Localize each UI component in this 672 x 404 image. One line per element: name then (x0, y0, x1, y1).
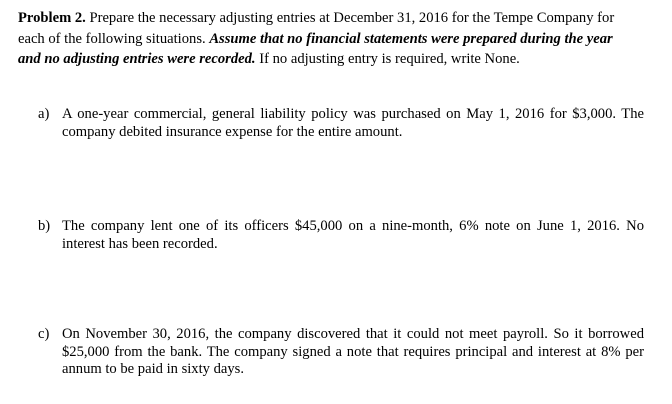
situation-b (38, 218, 644, 253)
problem-label: Problem 2. (18, 10, 86, 26)
situation-letter: a) (38, 106, 50, 122)
problem-statement (18, 8, 618, 70)
situation-c (38, 326, 644, 379)
situation-letter: b) (38, 218, 51, 234)
situation-text: On November 30, 2016, the company discovered that it could not meet payroll. So it borrowed $25,000 from the bank. The company signed a note that requires principal and interest at 8% per annum to be paid in sixty days. (62, 326, 644, 377)
situation-text: The company lent one of its officers $45,000 on a nine-month, 6% note on June 1, 2016. No interest has been recorded. (62, 218, 644, 252)
problem-text: Prepare the necessary adjusting entries at December 31, 2016 for the Tempe Company for each of the following situations. (18, 10, 615, 47)
situation-text: A one-year commercial, general liability policy was purchased on May 1, 2016 for $3,000. The company debited insurance expense for the entire amount. (62, 106, 644, 140)
situation-a (38, 106, 644, 141)
problem-instruction: If no adjusting entry is required, write None. (255, 51, 520, 67)
problem-assumption: Assume that no financial statements were prepared during the year and no adjusting entries were recorded. (18, 30, 613, 67)
situation-letter: c) (38, 326, 50, 342)
